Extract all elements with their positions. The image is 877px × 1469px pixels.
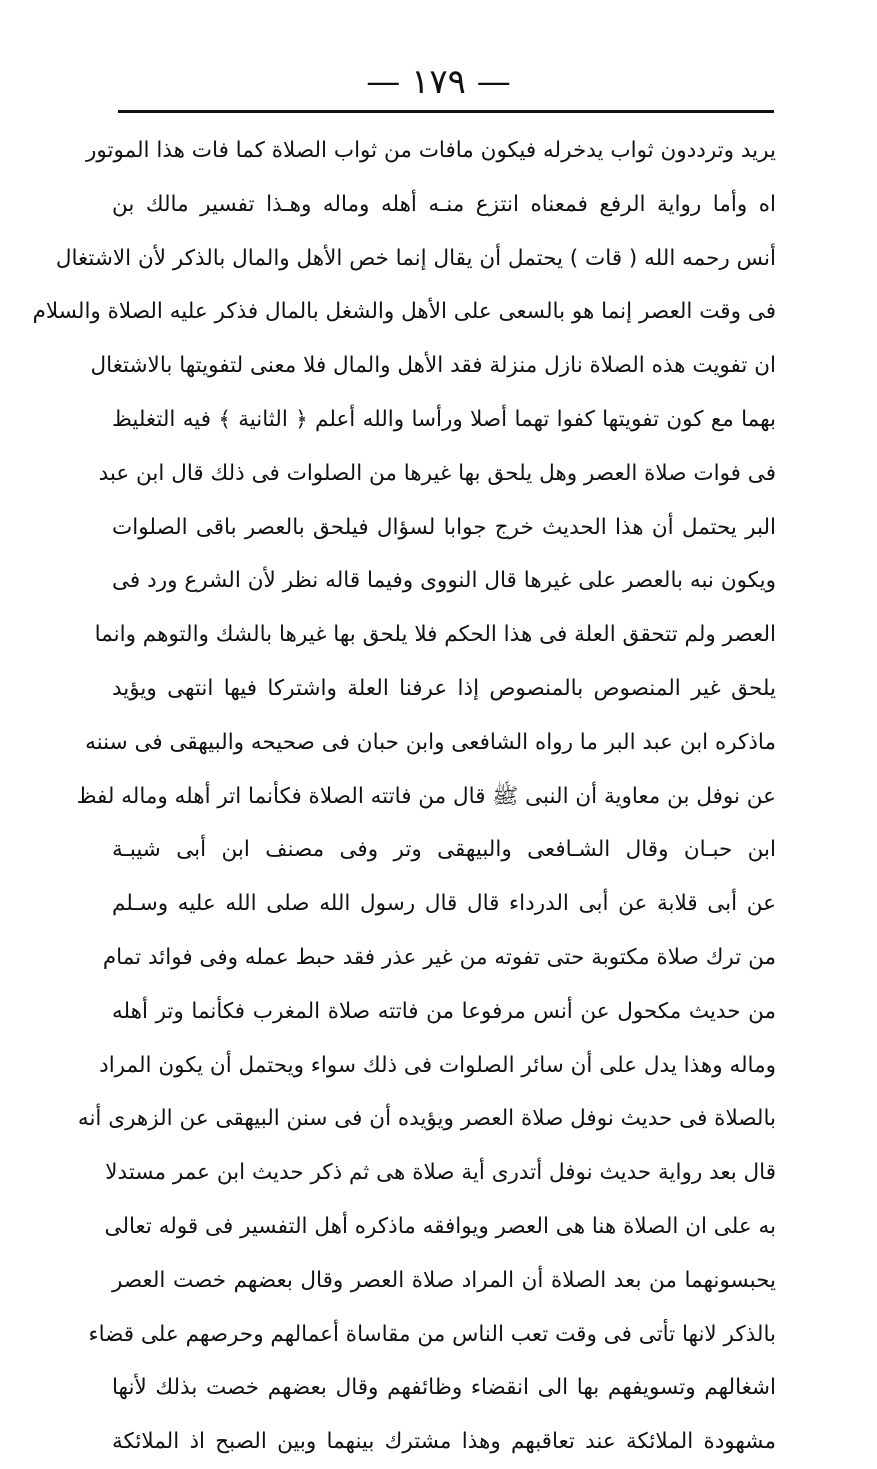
text-line: البر يحتمل أن هذا الحديث خرج جوابا لسؤال فيلحق بالعصر باقى الصلوات (112, 514, 776, 540)
text-line: من ترك صلاة مكتوبة حتى تفوته من غير عذر فقد حبط عمله وفى فوائد تمام (102, 944, 776, 970)
text-line: مشهودة الملائكة عند تعاقبهم وهذا مشترك بينهما وبين الصبح اذ الملائكة (112, 1429, 776, 1455)
text-line: اه وأما رواية الرفع فمعناه انتزع منـه أهله وماله وهـذا تفسير مالك بن (112, 191, 776, 217)
text-line: العصر ولم تتحقق العلة فى هذا الحكم فلا يلحق بها غيرها بالشك والتوهم وانما (94, 622, 776, 648)
text-line: اشغالهم وتسويفهم بها الى انقضاء وظائفهم وقال بعضهم خصت بذلك لأنها (112, 1375, 776, 1401)
page-number: — ١٧٩ — (366, 62, 511, 102)
text-line: عن نوفل بن معاوية أن النبى ﷺ قال من فاتته الصلاة فكأنما اتر أهله وماله لفظ (76, 783, 776, 809)
text-line: بهما مع كون تفويتها كفوا تهما أصلا ورأسا والله أعلم ﴿ الثانية ﴾ فيه التغليظ (112, 406, 776, 432)
body-text (32, 124, 776, 1469)
text-line: من حديث مكحول عن أنس مرفوعا من فاتته صلاة المغرب فكأنما وتر أهله (112, 998, 776, 1024)
text-line: أنس رحمه الله ( قات ) يحتمل أن يقال إنما خص الأهل والمال بالذكر لأن الاشتغال (55, 245, 776, 271)
text-line: بالذكر لانها تأتى فى وقت تعب الناس من مقاساة أعمالهم وحرصهم على قضاء (88, 1321, 776, 1347)
text-line: وماله وهذا يدل على أن سائر الصلوات فى ذلك سواء ويحتمل أن يكون المراد (99, 1052, 776, 1078)
text-line: فى فوات صلاة العصر وهل يلحق بها غيرها من الصلوات فى ذلك قال ابن عبد (98, 460, 776, 486)
text-line: ابن حبـان وقال الشـافعى والبيهقى وتر وفى مصنف ابن أبى شيبـة (112, 837, 776, 863)
text-line: يلحق غير المنصوص بالمنصوص إذا عرفنا العلة واشتركا فيها انتهى ويؤيد (112, 675, 776, 701)
text-line: ويكون نبه بالعصر على غيرها قال النووى وفيما قاله نظر لأن الشرع ورد فى (112, 568, 776, 594)
text-line: عن أبى قلابة عن أبى الدرداء قال قال رسول الله صلى الله عليه وسـلم (112, 891, 776, 917)
text-line: ان تفويت هذه الصلاة نازل منزلة فقد الأهل والمال فلا معنى لتفويتها بالاشتغال (90, 353, 776, 379)
header-rule (118, 110, 774, 113)
text-line: قال بعد رواية حديث نوفل أتدرى أية صلاة هى ثم ذكر حديث ابن عمر مستدلا (105, 1160, 776, 1186)
text-line: به على ان الصلاة هنا هى العصر ويوافقه ماذكره أهل التفسير فى قوله تعالى (104, 1213, 776, 1239)
text-line: يحبسونهما من بعد الصلاة أن المراد صلاة العصر وقال بعضهم خصت العصر (112, 1267, 776, 1293)
text-line: يريد وترددون ثواب يدخرله فيكون مافات من ثواب الصلاة كما فات هذا الموتور (85, 138, 776, 163)
text-line: بالصلاة فى حديث نوفل صلاة العصر ويؤيده أن فى سنن البيهقى عن الزهرى أنه (77, 1106, 776, 1132)
text-line: ماذكره ابن عبد البر ما رواه الشافعى وابن حبان فى صحيحه والبيهقى فى سننه (85, 729, 776, 755)
text-line: فى وقت العصر إنما هو بالسعى على الأهل والشغل بالمال فذكر عليه الصلاة والسلام (32, 299, 776, 325)
